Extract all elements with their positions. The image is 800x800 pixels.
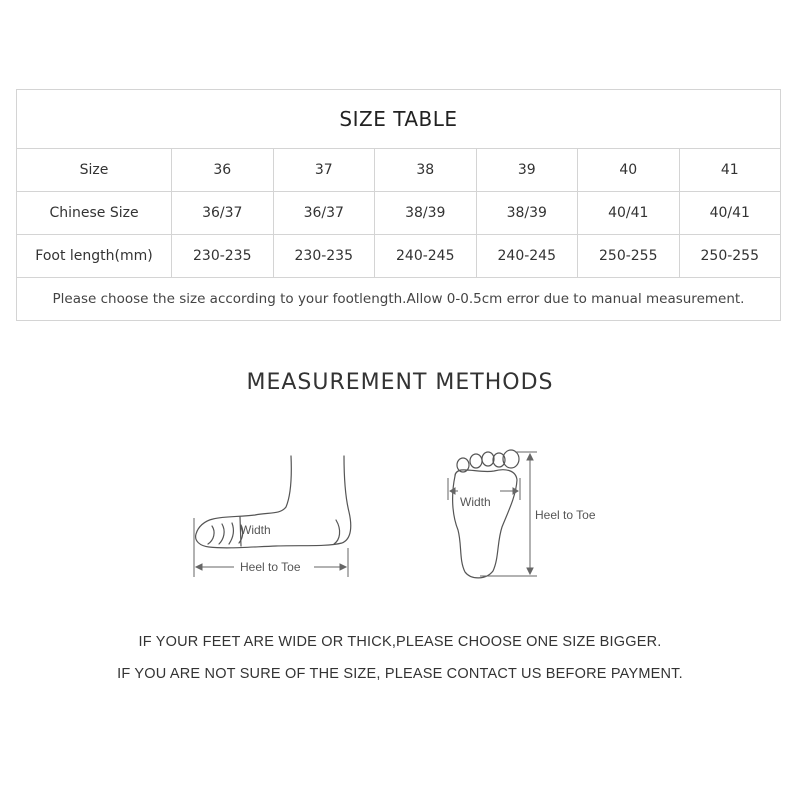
sole-foot-diagram <box>453 450 519 578</box>
table-cell: 39 <box>476 149 578 192</box>
side-width-label: Width <box>240 523 271 537</box>
table-cell: 38 <box>375 149 477 192</box>
row-label: Chinese Size <box>17 192 172 235</box>
table-cell: 37 <box>273 149 375 192</box>
side-foot-diagram <box>196 456 351 548</box>
notice-contact: IF YOU ARE NOT SURE OF THE SIZE, PLEASE CONTACT US BEFORE PAYMENT. <box>117 666 683 682</box>
row-label: Size <box>17 149 172 192</box>
table-cell: 36/37 <box>172 192 274 235</box>
table-title-row <box>17 90 781 149</box>
notice-wide-feet: IF YOUR FEET ARE WIDE OR THICK,PLEASE CHOOSE ONE SIZE BIGGER. <box>138 634 662 650</box>
table-cell: 38/39 <box>375 192 477 235</box>
table-cell: 40/41 <box>578 192 680 235</box>
sole-length-label: Heel to Toe <box>535 508 596 522</box>
table-cell: 250-255 <box>578 235 680 278</box>
table-cell: 40/41 <box>679 192 781 235</box>
table-cell: 38/39 <box>476 192 578 235</box>
table-cell: 36/37 <box>273 192 375 235</box>
toe-lines <box>208 523 243 544</box>
sole-outline <box>453 470 517 578</box>
side-foot-outline <box>196 456 351 548</box>
table-note: Please choose the size according to your footlength.Allow 0-0.5cm error due to manual measurement. <box>17 278 781 321</box>
size-table <box>16 89 781 321</box>
table-cell: 250-255 <box>679 235 781 278</box>
toe-3 <box>482 452 494 466</box>
heel-curve <box>334 520 340 544</box>
table-note-row <box>17 278 781 321</box>
measurement-title: MEASUREMENT METHODS <box>246 370 554 395</box>
side-length-label: Heel to Toe <box>240 560 301 574</box>
table-row-chinese-size <box>17 192 781 235</box>
table-cell: 36 <box>172 149 274 192</box>
row-label: Foot length(mm) <box>17 235 172 278</box>
toe-2 <box>470 454 482 468</box>
table-cell: 41 <box>679 149 781 192</box>
table-cell: 230-235 <box>273 235 375 278</box>
table-cell: 230-235 <box>172 235 274 278</box>
sole-width-label: Width <box>460 495 491 509</box>
measurement-figures <box>0 440 800 590</box>
table-cell: 240-245 <box>476 235 578 278</box>
table-title: SIZE TABLE <box>17 90 781 149</box>
table-cell: 40 <box>578 149 680 192</box>
table-row-size <box>17 149 781 192</box>
table-cell: 240-245 <box>375 235 477 278</box>
table-row-foot-length <box>17 235 781 278</box>
